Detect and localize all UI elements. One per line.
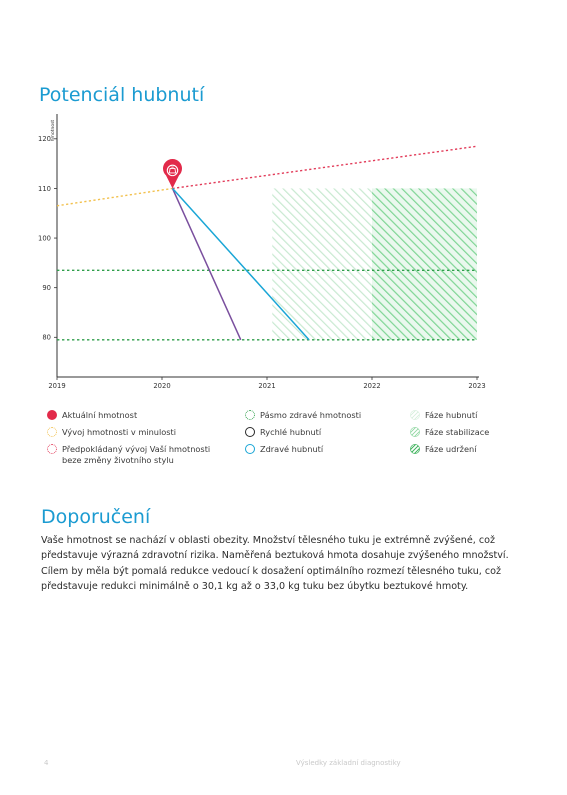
y-tick-label: 110	[38, 184, 51, 193]
legend-item-current-weight	[47, 410, 137, 421]
filled-circle-icon	[47, 410, 57, 420]
dotted-circle-icon	[47, 427, 57, 437]
legend-label: Zdravé hubnutí	[260, 444, 324, 454]
weight-potential-chart	[0, 110, 567, 400]
hatch-circle-icon	[410, 410, 420, 420]
recommendation-text: Vaše hmotnost se nachází v oblasti obezity. Množství tělesného tuku je extrémně zvýšené, což představuje výrazná zdravotní rizika. Naměřená beztuková hmota dosahuje zvýšeného množství. Cílem by měla být pomalá redukce vedoucí k dosažení optimálního rozmezí tělesného tuku, což představuje redukci minimálně o 30,1 kg až o 33,0 kg tuku bez úbytku beztukové hmoty.	[41, 535, 509, 592]
legend-item-predicted-weight	[47, 444, 210, 466]
legend-item-stabilization-phase	[410, 427, 489, 438]
legend-label: Rychlé hubnutí	[260, 427, 322, 437]
legend-label: Fáze hubnutí	[425, 410, 478, 420]
legend-item-maintenance-phase	[410, 444, 476, 455]
recommendation-title: Doporučení	[41, 506, 151, 528]
page-title: Potenciál hubnutí	[39, 84, 205, 106]
y-tick-label: 120	[38, 135, 51, 144]
x-tick-label: 2019	[48, 382, 66, 390]
legend-item-loss-phase	[410, 410, 477, 421]
legend-label: Fáze stabilizace	[425, 427, 490, 437]
legend-item-past-weight	[47, 427, 176, 438]
series-line	[173, 146, 478, 188]
series-line	[173, 188, 241, 339]
x-tick-label: 2022	[363, 382, 381, 390]
legend-label: Pásmo zdravé hmotnosti	[260, 410, 362, 420]
y-tick-label: 90	[42, 284, 51, 293]
chart-legend	[0, 410, 567, 480]
footer-title: Výsledky základní diagnostiky	[296, 759, 401, 767]
y-tick-label: 80	[42, 333, 51, 342]
x-tick-label: 2021	[258, 382, 276, 390]
legend-label: Předpokládaný vývoj Vaší hmotnosti beze změny životního stylu	[62, 444, 211, 465]
series-line	[57, 188, 173, 205]
hatch-circle-icon	[410, 444, 420, 454]
page-number: 4	[44, 759, 49, 767]
dotted-circle-icon	[245, 410, 255, 420]
legend-label: Vývoj hmotnosti v minulosti	[62, 427, 177, 437]
legend-item-rapid-loss	[245, 427, 321, 438]
legend-label: Fáze udržení	[425, 444, 477, 454]
phase-area	[272, 188, 372, 339]
legend-label: Aktuální hmotnost	[62, 410, 138, 420]
current-weight-marker	[163, 159, 182, 188]
dotted-circle-icon	[47, 444, 57, 454]
x-tick-label: 2020	[153, 382, 171, 390]
y-axis-label: hmotnost	[51, 119, 56, 142]
x-tick-label: 2023	[468, 382, 486, 390]
legend-item-healthy-band	[245, 410, 361, 421]
y-tick-label: 100	[38, 234, 51, 243]
phase-area	[372, 188, 477, 339]
ring-icon	[245, 444, 255, 454]
legend-item-healthy-loss	[245, 444, 323, 455]
hatch-circle-icon	[410, 427, 420, 437]
ring-icon	[245, 427, 255, 437]
